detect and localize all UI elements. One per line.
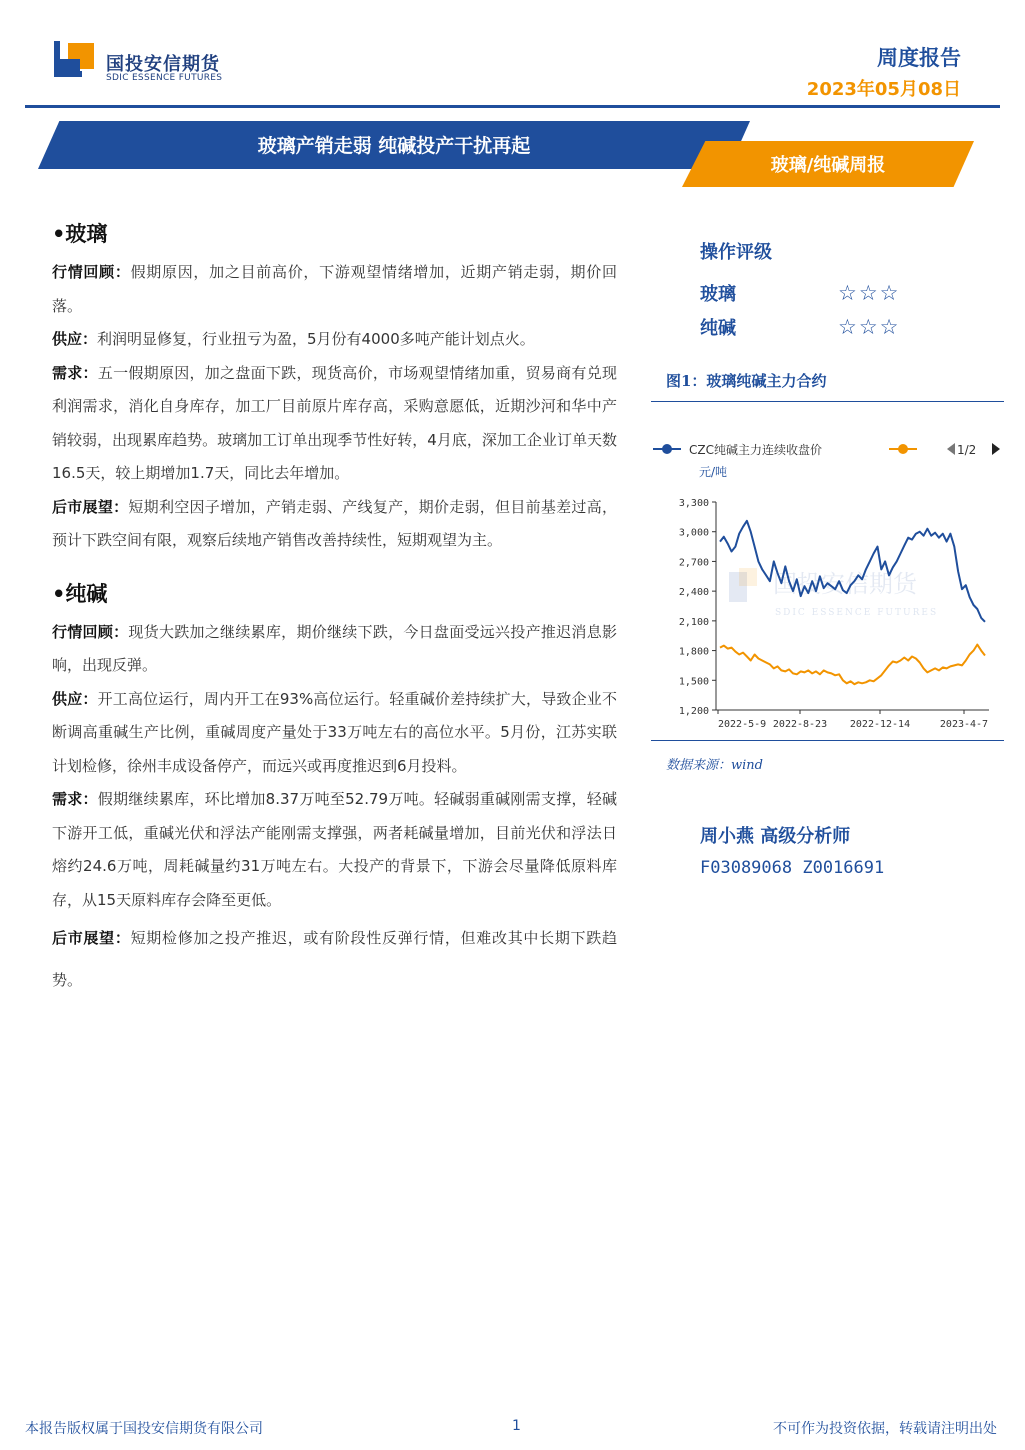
footer-copyright: 本报告版权属于国投安信期货有限公司 bbox=[25, 1421, 263, 1437]
report-date: 2023年05月08日 bbox=[806, 79, 961, 100]
glass-demand-label: 需求： bbox=[52, 363, 98, 382]
soda-demand-label: 需求： bbox=[52, 790, 98, 808]
glass-review bbox=[52, 256, 617, 323]
x-tick-label: 2022-5-9 bbox=[718, 719, 767, 730]
chart-bottom-divider bbox=[651, 740, 1004, 741]
report-tag: 玻璃/纯碱周报 bbox=[770, 155, 886, 176]
chart-watermark bbox=[729, 568, 938, 618]
data-source: 数据来源：wind bbox=[666, 758, 763, 773]
rating-panel bbox=[700, 238, 900, 344]
glass-demand-text: 五一假期原因，加之盘面下跌，现货高价，市场观望情绪加重，贸易商有兑现利润需求，消化自身库存，加工厂目前原片库存高，采购意愿低，近期沙河和华中产销较弱，出现累库趋势。玻璃加工订单出现季节性好转，4月底，深加工企业订单天数16.5天，较上期增加1.7天，同比去年增加。 bbox=[52, 363, 617, 482]
y-tick-label: 3,000 bbox=[678, 527, 709, 539]
y-axis-unit: 元/吨 bbox=[699, 465, 728, 479]
glass-review-label: 行情回顾： bbox=[52, 263, 131, 281]
header-divider bbox=[25, 105, 1000, 108]
x-tick-label: 2022-8-23 bbox=[772, 719, 828, 730]
figure-title: 图1：玻璃纯碱主力合约 bbox=[666, 372, 827, 390]
soda-outlook bbox=[52, 917, 617, 1001]
y-tick-label: 2,400 bbox=[678, 587, 709, 599]
glass-outlook bbox=[52, 491, 617, 558]
figure-divider bbox=[651, 401, 1004, 402]
soda-outlook-text: 短期检修加之投产推迟，或有阶段性反弹行情，但难改其中长期下跌趋势。 bbox=[52, 929, 617, 989]
company-name-cn: 国投安信期货 bbox=[106, 54, 220, 75]
glass-supply bbox=[52, 323, 617, 357]
legend-label-soda: CZC纯碱主力连续收盘价 bbox=[689, 443, 822, 457]
watermark-text-en: SDIC ESSENCE FUTURES bbox=[775, 608, 939, 618]
y-tick-label: 2,700 bbox=[678, 557, 709, 569]
glass-supply-label: 供应： bbox=[52, 330, 98, 348]
legend-page: 1/2 bbox=[957, 443, 977, 457]
glass-outlook-text: 短期利空因子增加，产销走弱、产线复产，期价走弱，但目前基差过高，预计下跌空间有限，观察后续地产销售改善持续性，短期观望为主。 bbox=[52, 497, 617, 549]
section-title-glass: •玻璃 bbox=[52, 222, 108, 246]
rating-row-glass bbox=[700, 276, 900, 310]
star-rating-icon: ☆☆☆ bbox=[838, 281, 901, 305]
star-rating-icon: ☆☆☆ bbox=[838, 315, 901, 339]
rating-title: 操作评级 bbox=[700, 242, 772, 263]
soda-supply-text: 开工高位运行，周内开工在93%高位运行。轻重碱价差持续扩大，导致企业不断调高重碱生产比例，重碱周度产量处于33万吨左右的高位水平。5月份，江苏实联计划检修，徐州丰成设备停产，而远兴或再度推迟到6月投料。 bbox=[52, 689, 617, 775]
watermark-logo bbox=[739, 568, 757, 586]
analyst-name: 周小燕 高级分析师 bbox=[700, 826, 851, 847]
soda-demand bbox=[52, 783, 617, 917]
soda-outlook-label: 后市展望： bbox=[52, 929, 131, 947]
soda-review bbox=[52, 616, 617, 683]
rating-row-soda bbox=[700, 310, 900, 344]
y-tick-label: 1,200 bbox=[678, 706, 709, 717]
y-tick-label: 1,800 bbox=[678, 646, 709, 658]
report-type: 周度报告 bbox=[877, 46, 961, 70]
chart-series bbox=[720, 521, 985, 684]
legend-marker-soda bbox=[662, 444, 672, 454]
x-tick-label: 2022-12-14 bbox=[849, 719, 911, 730]
glass-demand bbox=[52, 357, 617, 491]
legend-next-icon[interactable] bbox=[992, 443, 1000, 455]
soda-supply bbox=[52, 683, 617, 784]
y-tick-label: 1,500 bbox=[678, 676, 709, 688]
company-logo bbox=[54, 41, 98, 85]
chart-legend bbox=[653, 442, 1000, 457]
legend-marker-glass bbox=[898, 444, 908, 454]
rating-name: 玻璃 bbox=[700, 284, 736, 305]
soda-supply-label: 供应： bbox=[52, 689, 98, 708]
soda-review-label: 行情回顾： bbox=[52, 622, 129, 641]
soda-review-text: 现货大跌加之继续累库，期价继续下跌，今日盘面受远兴投产推迟消息影响，出现反弹。 bbox=[52, 622, 617, 674]
glass-outlook-label: 后市展望： bbox=[52, 497, 129, 516]
glass-supply-text: 利润明显修复，行业扭亏为盈，5月份有4000多吨产能计划点火。 bbox=[97, 330, 535, 348]
series-line-glass bbox=[720, 645, 985, 685]
main-content bbox=[52, 218, 617, 1001]
page-number: 1 bbox=[512, 1418, 521, 1434]
legend-prev-icon[interactable] bbox=[947, 443, 955, 455]
company-name-en: SDIC ESSENCE FUTURES bbox=[106, 73, 223, 83]
y-tick-label: 2,100 bbox=[678, 616, 709, 628]
soda-demand-text: 假期继续累库，环比增加8.37万吨至52.79万吨。轻碱弱重碱刚需支撑，轻碱下游开工低，重碱光伏和浮法产能刚需支撑强，两者耗碱量增加，目前光伏和浮法日熔约24.6万吨，周耗碱量约31万吨左右。大投产的背景下，下游会尽量降低原料库存，从15天原料库存会降至更低。 bbox=[52, 790, 617, 909]
x-tick-label: 2023-4-7 bbox=[939, 719, 989, 730]
y-tick-label: 3,300 bbox=[678, 498, 709, 509]
section-title-soda: •纯碱 bbox=[52, 581, 108, 606]
watermark-text-cn: 国投安信期货 bbox=[773, 570, 917, 598]
footer-disclaimer: 不可作为投资依据，转载请注明出处 bbox=[773, 1421, 997, 1437]
rating-name: 纯碱 bbox=[700, 318, 736, 339]
glass-review-text: 假期原因，加之目前高价，下游观望情绪增加，近期产销走弱，期价回落。 bbox=[52, 263, 617, 315]
report-title: 玻璃产销走弱 纯碱投产干扰再起 bbox=[257, 135, 531, 157]
analyst-license-ids: F03089068 Z0016691 bbox=[700, 858, 885, 878]
price-chart bbox=[651, 432, 1004, 742]
